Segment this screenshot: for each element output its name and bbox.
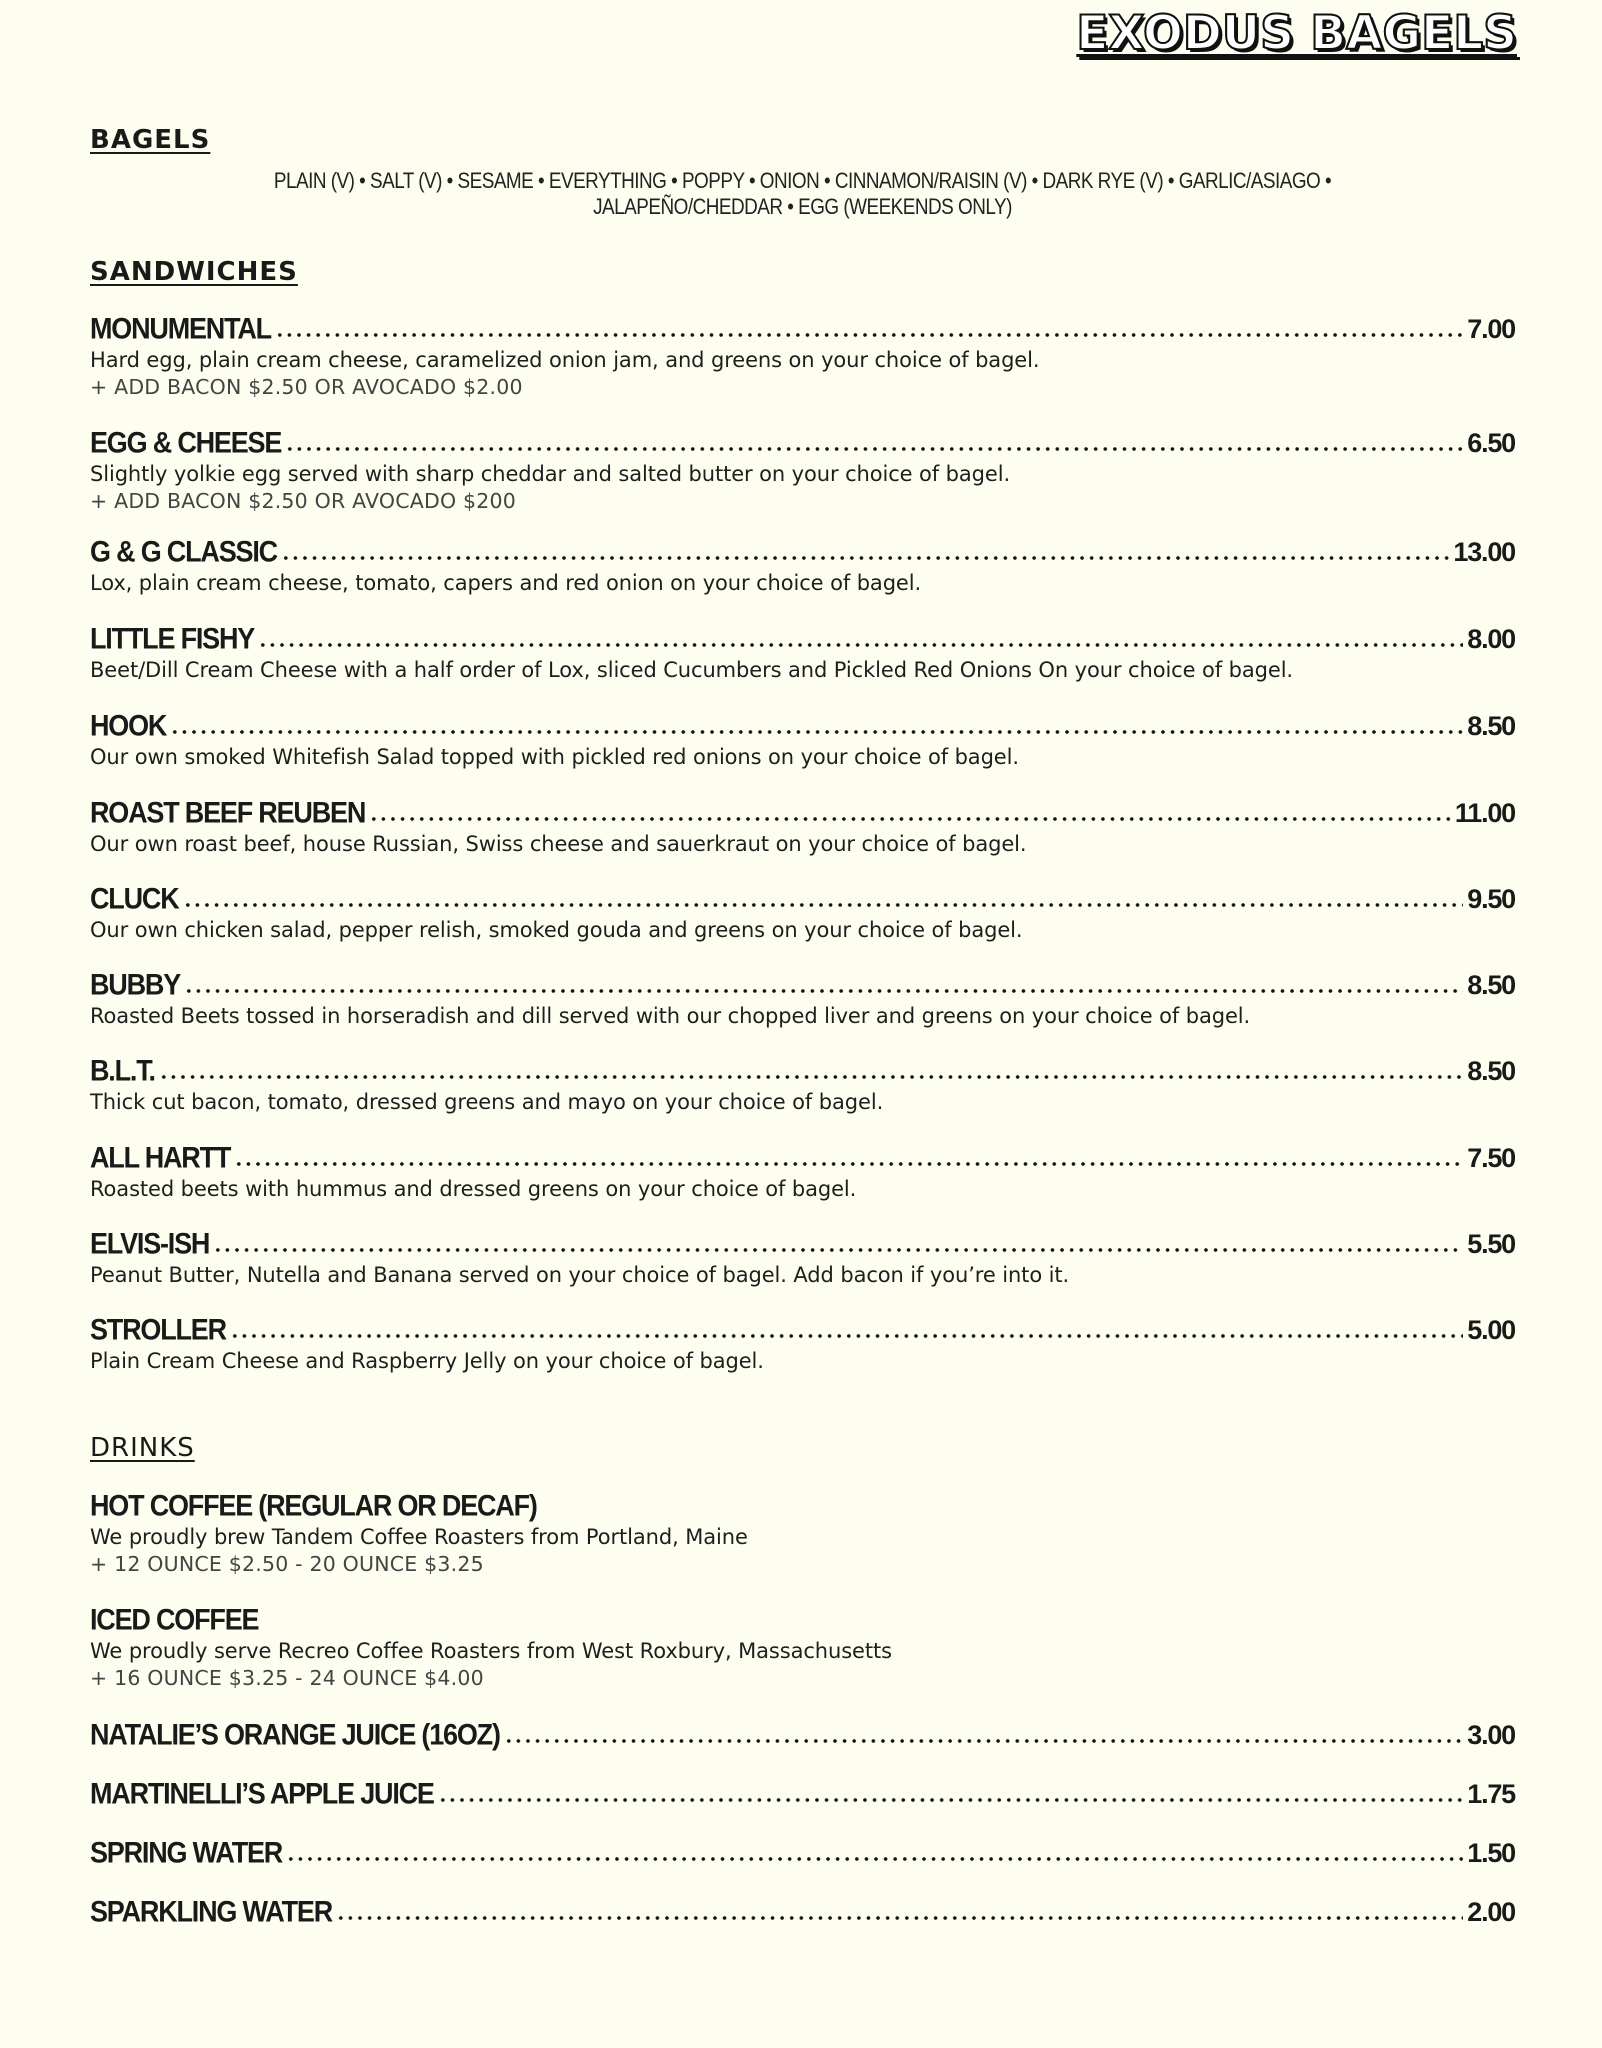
item-description: Lox, plain cream cheese, tomato, capers and red onion on your choice of bagel. (90, 571, 922, 595)
item-price: 5.00 (1467, 1315, 1515, 1345)
dot-leader (504, 1738, 1464, 1744)
item-name: SPRING WATER (90, 1836, 283, 1870)
item-price: 9.50 (1467, 884, 1515, 914)
item-description: Roasted Beets tossed in horseradish and dill served with our chopped liver and greens on your choice of bagel. (90, 1004, 1251, 1028)
menu-item (90, 1895, 1515, 1929)
dot-leader (183, 902, 1464, 908)
menu-item (90, 1836, 1515, 1870)
item-name: SPARKLING WATER (90, 1895, 332, 1929)
item-description: Thick cut bacon, tomato, dressed greens and mayo on your choice of bagel. (90, 1090, 884, 1114)
section-heading-bagels: BAGELS (90, 125, 211, 155)
brand-title: EXODUS BAGELS (1076, 6, 1517, 61)
section-heading-sandwiches: SANDWICHES (90, 257, 298, 287)
item-addon: + 12 OUNCE $2.50 - 20 OUNCE $3.25 (90, 1552, 484, 1576)
item-description: Our own roast beef, house Russian, Swiss cheese and sauerkraut on your choice of bagel. (90, 832, 1027, 856)
dot-leader (281, 555, 1450, 561)
item-price: 8.00 (1467, 624, 1515, 654)
item-price: 1.50 (1467, 1838, 1515, 1868)
item-name: B.L.T. (90, 1054, 155, 1088)
dot-leader (159, 1074, 1463, 1080)
item-name: ROAST BEEF REUBEN (90, 796, 366, 830)
item-price: 7.00 (1467, 314, 1515, 344)
menu-item (90, 1227, 1515, 1289)
item-price: 2.00 (1467, 1897, 1515, 1927)
item-name: HOT COFFEE (REGULAR OR DECAF) (90, 1489, 537, 1523)
item-description: Hard egg, plain cream cheese, caramelized onion jam, and greens on your choice of bagel. (90, 348, 1040, 372)
item-name: ALL HARTT (90, 1141, 231, 1175)
menu-item (90, 426, 1515, 515)
menu-item (90, 1777, 1515, 1811)
menu-item (90, 535, 1515, 597)
item-price: 8.50 (1467, 711, 1515, 741)
item-price: 11.00 (1454, 798, 1515, 828)
dot-leader (170, 729, 1463, 735)
dot-leader (275, 332, 1463, 338)
item-price: 5.50 (1467, 1229, 1515, 1259)
item-name: EGG & CHEESE (90, 426, 282, 460)
menu-item (90, 622, 1515, 684)
item-name: MARTINELLI’S APPLE JUICE (90, 1777, 434, 1811)
dot-leader (438, 1797, 1464, 1803)
item-name: HOOK (90, 709, 167, 743)
item-name: LITTLE FISHY (90, 622, 255, 656)
item-name: NATALIE’S ORANGE JUICE (16OZ) (90, 1718, 500, 1752)
item-description: Beet/Dill Cream Cheese with a half order of Lox, sliced Cucumbers and Pickled Red Onions On your choice of bagel. (90, 658, 1293, 682)
item-name: MONUMENTAL (90, 312, 271, 346)
menu-item (90, 1603, 1515, 1692)
menu-item (90, 1313, 1515, 1375)
menu-item (90, 709, 1515, 771)
item-name: CLUCK (90, 882, 179, 916)
dot-leader (234, 1161, 1463, 1167)
dot-leader (213, 1247, 1463, 1253)
menu-item (90, 1054, 1515, 1116)
dot-leader (230, 1333, 1463, 1339)
section-heading-drinks: DRINKS (90, 1433, 195, 1463)
item-price: 8.50 (1467, 970, 1515, 1000)
item-addon: + 16 OUNCE $3.25 - 24 OUNCE $4.00 (90, 1666, 484, 1690)
item-name: ELVIS-ISH (90, 1227, 210, 1261)
item-description: Plain Cream Cheese and Raspberry Jelly on your choice of bagel. (90, 1349, 764, 1373)
item-price: 7.50 (1467, 1143, 1515, 1173)
dot-leader (285, 446, 1463, 452)
item-description: Our own smoked Whitefish Salad topped with pickled red onions on your choice of bagel. (90, 745, 1019, 769)
menu-item (90, 968, 1515, 1030)
item-price: 3.00 (1467, 1720, 1515, 1750)
item-price: 1.75 (1467, 1779, 1515, 1809)
item-name: G & G CLASSIC (90, 535, 277, 569)
item-name: ICED COFFEE (90, 1603, 259, 1637)
item-addon: + ADD BACON $2.50 OR AVOCADO $200 (90, 489, 516, 513)
item-description: We proudly brew Tandem Coffee Roasters from Portland, Maine (90, 1525, 748, 1549)
dot-leader (286, 1856, 1463, 1862)
item-description: Our own chicken salad, pepper relish, smoked gouda and greens on your choice of bagel. (90, 918, 1023, 942)
item-name: BUBBY (90, 968, 181, 1002)
item-price: 13.00 (1453, 537, 1515, 567)
item-name: STROLLER (90, 1313, 226, 1347)
item-description: We proudly serve Recreo Coffee Roasters from West Roxbury, Massachusetts (90, 1639, 892, 1663)
menu-item (90, 1141, 1515, 1203)
item-description: Slightly yolkie egg served with sharp cheddar and salted butter on your choice of bagel. (90, 462, 1011, 486)
menu-item (90, 796, 1515, 858)
dot-leader (369, 816, 1451, 822)
item-price: 8.50 (1467, 1056, 1515, 1086)
item-price: 6.50 (1467, 428, 1515, 458)
item-description: Roasted beets with hummus and dressed greens on your choice of bagel. (90, 1177, 857, 1201)
bagel-flavors-list: PLAIN (V) • SALT (V) • SESAME • EVERYTHING • POPPY • ONION • CINNAMON/RAISIN (V) • DARK RYE (V) • GARLIC/ASIAGO • JALAPEÑO/CHEDDAR • EGG (WEEKENDS ONLY) (273, 168, 1332, 219)
menu-item (90, 882, 1515, 944)
item-addon: + ADD BACON $2.50 OR AVOCADO $2.00 (90, 375, 523, 399)
dot-leader (336, 1915, 1463, 1921)
item-description: Peanut Butter, Nutella and Banana served on your choice of bagel. Add bacon if you’re into it. (90, 1263, 1070, 1287)
menu-item (90, 1718, 1515, 1752)
menu-item (90, 312, 1515, 401)
dot-leader (258, 642, 1463, 648)
menu-item (90, 1489, 1515, 1578)
dot-leader (184, 988, 1463, 994)
